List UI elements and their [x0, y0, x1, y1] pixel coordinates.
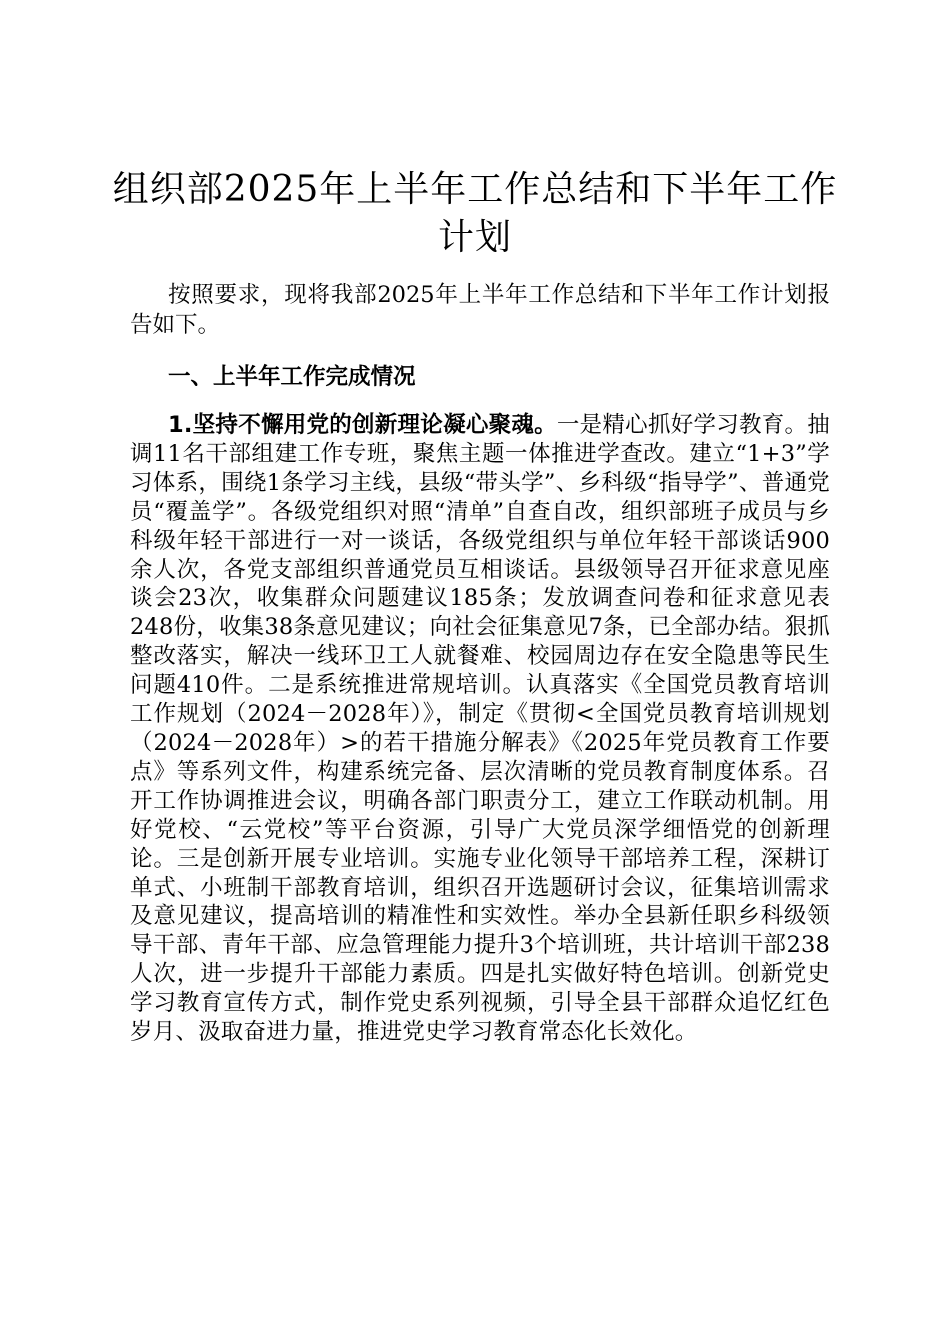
body-paragraph — [130, 411, 830, 1047]
paragraph-lead: 1.坚持不懈用党的创新理论凝心聚魂。 — [168, 412, 557, 438]
document-title: 组织部2025年上半年工作总结和下半年工作计划 — [112, 169, 838, 258]
paragraph-text: 一是精心抓好学习教育。抽调11名干部组建工作专班，聚焦主题一体推进学查改。建立“1+3”学习体系，围绕1条学习主线，县级“带头学”、乡科级“指导学”、普通党员“覆盖学”。各级党组织对照“清单”自查自改，组织部班子成员与乡科级年轻干部进行一对一谈话，各级党组织与单位年轻干部谈话900余人次，各党支部组织普通党员互相谈话。县级领导召开征求意见座谈会23次，收集群众问题建议185条；发放调查问卷和征求意见表248份，收集38条意见建议；向社会征集意见7条，已全部办结。狠抓整改落实，解决一线环卫工人就餐难、校园周边存在安全隐患等民生问题410件。二是系统推进常规培训。认真落实《全国党员教育培训工作规划（2024－2028年）》，制定《贯彻<全国党员教育培训规划（2024－2028年）>的若干措施分解表》《2025年党员教育工作要点》等系列文件，构建系统完备、层次清晰的党员教育制度体系。召开工作协调推进会议，明确各部门职责分工，建立工作联动机制。用好党校、“云党校”等平台资源，引导广大党员深学细悟党的创新理论。三是创新开展专业培训。实施专业化领导干部培养工程，深耕订单式、小班制干部教育培训，组织召开选题研讨会议，征集培训需求及意见建议，提高培训的精准性和实效性。举办全县新任职乡科级领导干部、青年干部、应急管理能力提升3个培训班，共计培训干部238人次，进一步提升干部能力素质。四是扎实做好特色培训。创新党史学习教育宣传方式，制作党史系列视频，引导全县干部群众追忆红色岁月、汲取奋进力量，推进党史学习教育常态化长效化。 — [130, 412, 830, 1046]
intro-paragraph: 按照要求，现将我部2025年上半年工作总结和下半年工作计划报告如下。 — [130, 282, 830, 338]
section-heading: 一、上半年工作完成情况 — [168, 364, 416, 390]
